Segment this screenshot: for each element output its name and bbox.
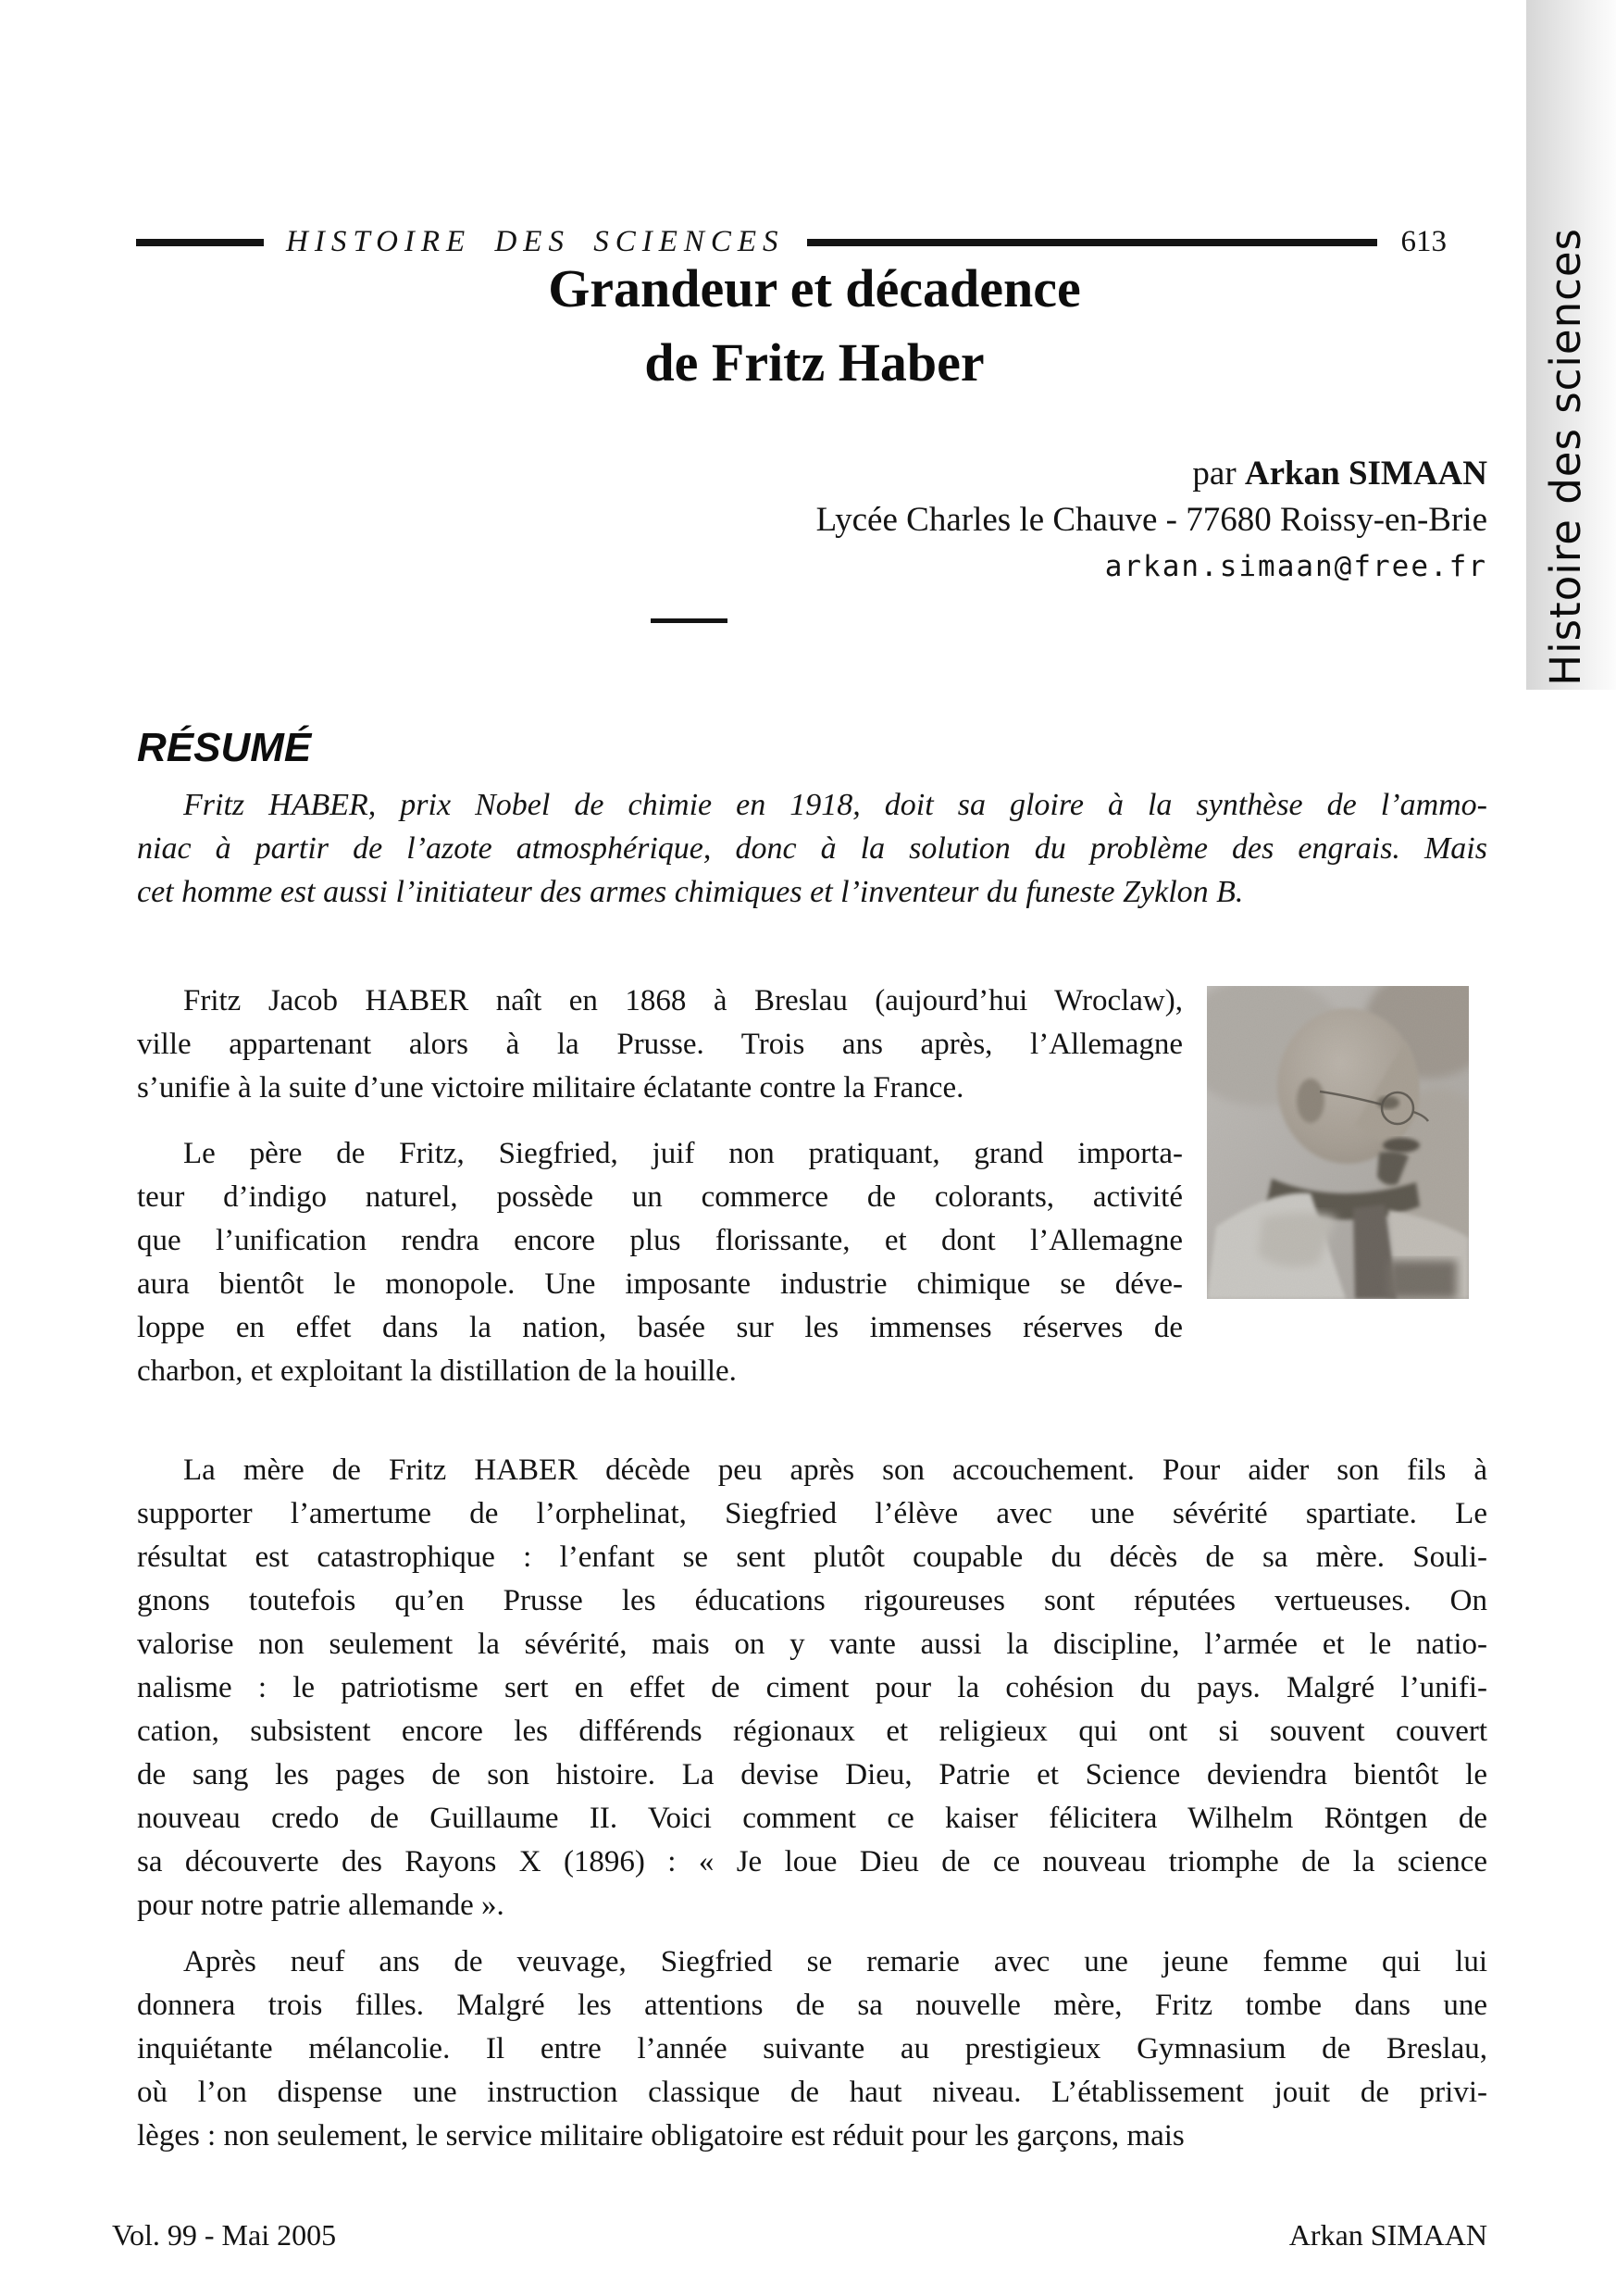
author-email: arkan.simaan@free.fr — [1104, 550, 1487, 583]
text-line: que l’unification rendra encore plus florissante, et dont l’Allemagne — [137, 1224, 1183, 1257]
text-line: de sang les pages de son histoire. La devise Dieu, Patrie et Science deviendra bientôt le — [137, 1758, 1487, 1791]
text-line: sa découverte des Rayons X (1896) : « Je loue Dieu de ce nouveau triomphe de la science — [137, 1845, 1487, 1878]
byline-author-line — [137, 451, 1487, 497]
text-line: Fritz Jacob HABER naît en 1868 à Breslau (aujourd’hui Wroclaw), — [183, 984, 1183, 1017]
text-line: gnons toutefois qu’en Prusse les éducations rigoureuses sont réputées vertueuses. On — [137, 1584, 1487, 1617]
footer-author: Arkan SIMAAN — [1288, 2218, 1487, 2252]
text-line: aura bientôt le monopole. Une imposante industrie chimique se déve- — [137, 1267, 1183, 1301]
text-line: s’unifie à la suite d’une victoire militaire éclatante contre la France. — [137, 1071, 964, 1104]
text-line: ville appartenant alors à la Prusse. Trois ans après, l’Allemagne — [137, 1028, 1183, 1061]
text-line: supporter l’amertume de l’orphelinat, Siegfried l’élève avec une sévérité spartiate. Le — [137, 1497, 1487, 1530]
head-rule-right — [807, 239, 1377, 246]
page-footer — [112, 2218, 1487, 2252]
text-line: niac à partir de l’azote atmosphérique, donc à la solution du problème des engrais. Mais — [137, 831, 1487, 866]
paragraph-2 — [137, 1132, 1183, 1393]
head-rule-left — [136, 239, 264, 246]
text-line: loppe en effet dans la nation, basée sur les immenses réserves de — [137, 1311, 1183, 1344]
text-line: nouveau credo de Guillaume II. Voici comment ce kaiser félicitera Wilhelm Röntgen de — [137, 1802, 1487, 1835]
text-line: Le père de Fritz, Siegfried, juif non pratiquant, grand importa- — [183, 1137, 1183, 1170]
text-line: La mère de Fritz HABER décède peu après son accouchement. Pour aider son fils à — [183, 1454, 1487, 1487]
text-line: résultat est catastrophique : l’enfant se sent plutôt coupable du décès de sa mère. Souli- — [137, 1541, 1487, 1574]
intro-section — [137, 980, 1487, 1393]
section-title: HISTOIRE DES SCIENCES — [286, 225, 785, 258]
byline-prefix: par — [1192, 455, 1245, 493]
fritz-haber-portrait-photo — [1207, 986, 1469, 1299]
resume-paragraph — [137, 783, 1487, 914]
paragraph-3 — [137, 1449, 1487, 1928]
resume-heading: RÉSUMÉ — [137, 725, 312, 770]
author-name: Arkan SIMAAN — [1244, 455, 1487, 493]
text-line: nalisme : le patriotisme sert en effet de ciment pour la cohésion du pays. Malgré l’unifi- — [137, 1671, 1487, 1704]
text-line: teur d’indigo naturel, possède un commerce de colorants, activité — [137, 1180, 1183, 1214]
text-line: valorise non seulement la sévérité, mais on y vante aussi la discipline, l’armée et le natio- — [137, 1628, 1487, 1661]
text-line: Après neuf ans de veuvage, Siegfried se remarie avec une jeune femme qui lui — [183, 1945, 1487, 1978]
footer-volume: Vol. 99 - Mai 2005 — [112, 2218, 337, 2252]
intro-paragraphs — [137, 980, 1183, 1393]
text-line: lèges : non seulement, le service militaire obligatoire est réduit pour les garçons, mais — [137, 2119, 1185, 2152]
separator-rule — [651, 618, 727, 623]
text-line: cation, subsistent encore les différends régionaux et religieux qui ont si souvent couvert — [137, 1715, 1487, 1748]
section-band-label: Histoire des sciences — [1541, 228, 1590, 686]
article-title-line2: de Fritz Haber — [644, 332, 985, 393]
text-line: pour notre patrie allemande ». — [137, 1889, 504, 1922]
paragraph-4 — [137, 1940, 1487, 2158]
byline-block — [137, 451, 1487, 590]
article-title-line1: Grandeur et décadence — [548, 258, 1081, 318]
author-affiliation: Lycée Charles le Chauve - 77680 Roissy-en-Brie — [815, 501, 1487, 539]
text-line: Fritz HABER, prix Nobel de chimie en 1918, doit sa gloire à la synthèse de l’ammo- — [183, 788, 1487, 822]
page-number: 613 — [1400, 225, 1447, 258]
text-line: inquiétante mélancolie. Il entre l’année suivante au prestigieux Gymnasium de Breslau, — [137, 2032, 1487, 2065]
section-band — [1526, 0, 1616, 690]
text-line: charbon, et exploitant la distillation de la houille. — [137, 1354, 737, 1388]
text-line: donnera trois filles. Malgré les attentions de sa nouvelle mère, Fritz tombe dans une — [137, 1989, 1487, 2022]
article-title — [137, 252, 1492, 400]
text-line: où l’on dispense une instruction classique de haut niveau. L’établissement jouit de privi- — [137, 2076, 1487, 2109]
text-line: cet homme est aussi l’initiateur des armes chimiques et l’inventeur du funeste Zyklon B. — [137, 875, 1244, 909]
paragraph-1 — [137, 980, 1183, 1110]
portrait-photo-image — [1207, 986, 1469, 1299]
